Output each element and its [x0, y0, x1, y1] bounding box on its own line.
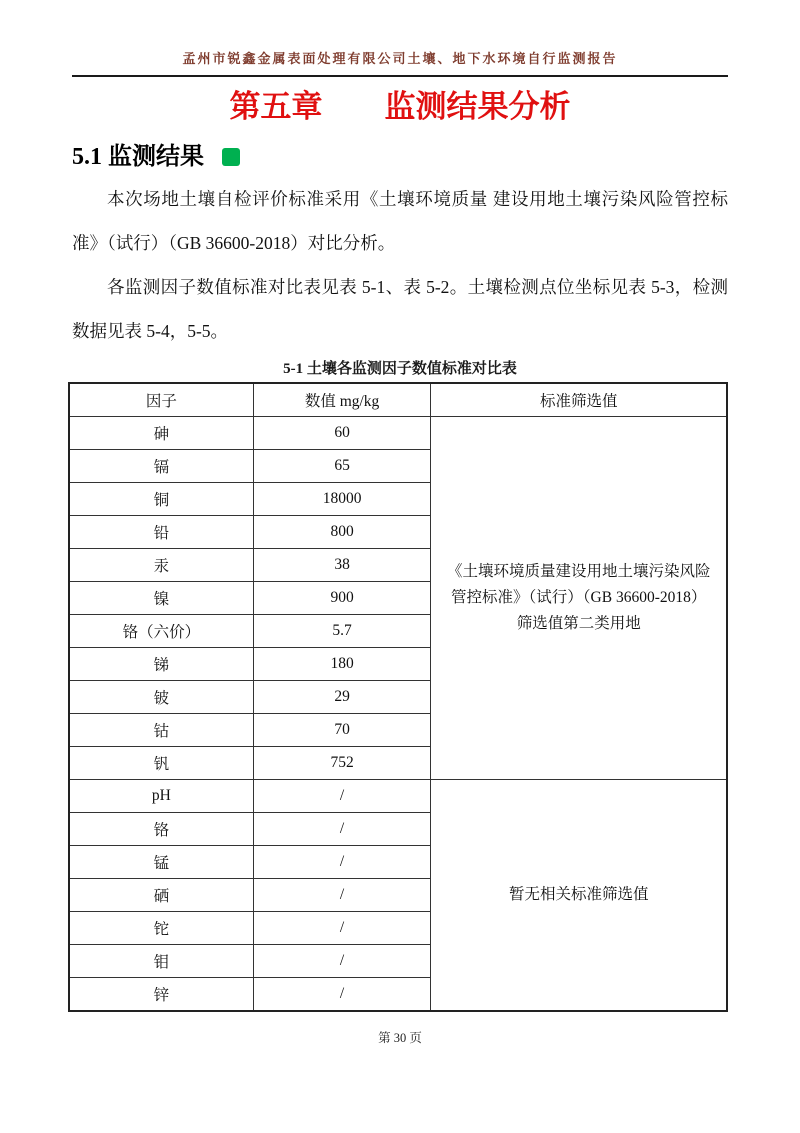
header-title: 孟州市锐鑫金属表面处理有限公司土壤、地下水环境自行监测报告 — [182, 51, 618, 66]
factor-cell: 汞 — [69, 549, 253, 582]
monitoring-factors-table — [68, 382, 728, 1012]
value-cell: / — [253, 912, 431, 945]
standard-cell: 《土壤环境质量建设用地土壤污染风险管控标准》（试行）（GB 36600-2018）筛选值第二类用地 — [431, 417, 727, 780]
value-cell: 800 — [253, 516, 431, 549]
value-cell: / — [253, 879, 431, 912]
chapter-title: 第五章 监测结果分析 — [229, 89, 571, 124]
value-cell: 38 — [253, 549, 431, 582]
green-highlight-marker — [222, 148, 240, 166]
table-row — [69, 417, 727, 450]
section-heading-row — [72, 143, 800, 171]
value-cell: 70 — [253, 714, 431, 747]
paragraph-standards: 本次场地土壤自检评价标准采用《土壤环境质量 建设用地土壤污染风险管控标准》（试行）（GB 36600-2018）对比分析。 — [72, 189, 728, 253]
value-cell: 752 — [253, 747, 431, 780]
factor-cell: 铬 — [69, 813, 253, 846]
value-cell: 29 — [253, 681, 431, 714]
page-header — [72, 0, 728, 77]
section-heading: 5.1 监测结果 — [72, 144, 204, 170]
col-header-standard: 标准筛选值 — [431, 383, 727, 417]
value-cell: / — [253, 846, 431, 879]
page-number: 第 30 页 — [378, 1031, 422, 1045]
factor-cell: 铬（六价） — [69, 615, 253, 648]
factor-cell: 镍 — [69, 582, 253, 615]
paragraph-table-refs: 各监测因子数值标准对比表见表 5-1、表 5-2。土壤检测点位坐标见表 5-3，检测数据见表 5-4，5-5。 — [72, 277, 728, 341]
value-cell: / — [253, 780, 431, 813]
factor-cell: 钒 — [69, 747, 253, 780]
value-cell: 900 — [253, 582, 431, 615]
factor-cell: 钴 — [69, 714, 253, 747]
factor-cell: 铜 — [69, 483, 253, 516]
table-caption: 5-1 土壤各监测因子数值标准对比表 — [283, 361, 517, 377]
col-header-value: 数值 mg/kg — [253, 383, 431, 417]
standard-cell: 暂无相关标准筛选值 — [431, 780, 727, 1012]
value-cell: / — [253, 978, 431, 1012]
value-cell: 60 — [253, 417, 431, 450]
factor-cell: pH — [69, 780, 253, 813]
value-cell: 18000 — [253, 483, 431, 516]
factor-cell: 铍 — [69, 681, 253, 714]
value-cell: 65 — [253, 450, 431, 483]
factor-cell: 铊 — [69, 912, 253, 945]
factor-cell: 砷 — [69, 417, 253, 450]
factor-cell: 锑 — [69, 648, 253, 681]
table-row — [69, 780, 727, 813]
col-header-factor: 因子 — [69, 383, 253, 417]
factor-cell: 镉 — [69, 450, 253, 483]
factor-cell: 硒 — [69, 879, 253, 912]
factor-cell: 钼 — [69, 945, 253, 978]
value-cell: / — [253, 813, 431, 846]
value-cell: 5.7 — [253, 615, 431, 648]
value-cell: / — [253, 945, 431, 978]
factor-cell: 锌 — [69, 978, 253, 1012]
table-header-row — [69, 383, 727, 417]
header-divider — [72, 75, 728, 77]
factor-cell: 铅 — [69, 516, 253, 549]
value-cell: 180 — [253, 648, 431, 681]
factor-cell: 锰 — [69, 846, 253, 879]
